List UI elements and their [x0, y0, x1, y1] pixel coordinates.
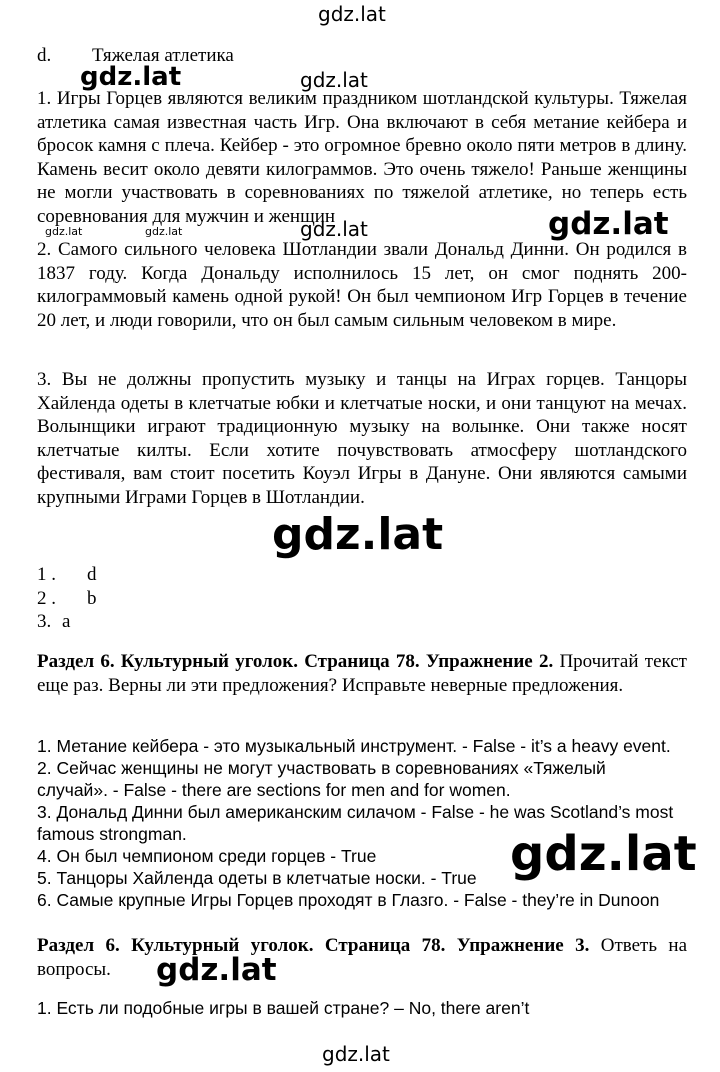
- exercise-2-heading: Раздел 6. Культурный уголок. Страница 78. Упражнение 2.: [37, 651, 554, 672]
- exercise-2-list: [37, 735, 685, 911]
- watermark: gdz.lat: [510, 826, 697, 882]
- watermark: gdz.lat: [300, 68, 368, 92]
- answer-item: [37, 563, 97, 587]
- exercise-2-item: 6. Самые крупные Игры Горцев проходят в Глазго. - False - they’re in Dunoon: [37, 890, 660, 910]
- exercise-3-item: 1. Есть ли подобные игры в вашей стране? – No, there aren’t: [37, 998, 530, 1018]
- paragraph-1: 1. Игры Горцев являются великим праздником шотландской культуры. Тяжелая атлетика самая известная часть Игр. Она включают в себя метание кейбера и бросок камня с плеча. Кейбер - это огромное бревно около пяти метров в длину. Камень весит около девяти килограммов. Это очень тяжело! Раньше женщины не могли участвовать в соревнованиях по тяжелой атлетике, но теперь есть соревнования для мужчин и женщин: [37, 88, 687, 227]
- paragraph-3: 3. Вы не должны пропустить музыку и танцы на Играх горцев. Танцоры Хайленда одеты в клетчатые юбки и клетчатые носки, и они танцуют на мечах. Волынщики играют традиционную музыку на волынке. Они также носят клетчатые килты. Если хотите почувствовать атмосферу шотландского фестиваля, вам стоит посетить Коуэл Игры в Дануне. Они являются самыми крупными Играми Горцев в Шотландии.: [37, 369, 687, 508]
- answer-number: 1 .: [37, 564, 56, 585]
- watermark: gdz.lat: [272, 509, 444, 560]
- watermark: gdz.lat: [80, 62, 182, 92]
- answer-value: b: [87, 587, 97, 609]
- exercise-3-list: [37, 997, 685, 1019]
- watermark: gdz.lat: [156, 952, 277, 988]
- answer-number: 2 .: [37, 587, 56, 609]
- watermark: gdz.lat: [145, 225, 183, 238]
- answer-number: 3.: [37, 611, 52, 632]
- exercise-2-item: 1. Метание кейбера - это музыкальный инструмент. - False - it’s a heavy event.: [37, 736, 671, 756]
- watermark: gdz.lat: [318, 2, 386, 26]
- answer-item: [37, 610, 97, 634]
- watermark: gdz.lat: [548, 206, 669, 242]
- section-d-letter: d.: [37, 45, 52, 66]
- exercise-2-item: 5. Танцоры Хайленда одеты в клетчатые носки. - True: [37, 868, 477, 888]
- exercise-3-header: [37, 934, 687, 981]
- answer-value: a: [62, 611, 71, 632]
- answer-value: d: [87, 564, 97, 585]
- section-d-title: Тяжелая атлетика: [92, 45, 234, 66]
- exercise-2-header: [37, 650, 687, 697]
- paragraph-2: 2. Самого сильного человека Шотландии звали Дональд Динни. Он родился в 1837 году. Когда Дональду исполнилось 15 лет, он смог поднять 200-килограммовый камень одной рукой! Он был чемпионом Игр Горцев в течение 20 лет, и люди говорили, что он был самым сильным человеком в мире.: [37, 239, 687, 331]
- exercise-2-item: 4. Он был чемпионом среди горцев - True: [37, 846, 377, 866]
- exercise-3-heading: Раздел 6. Культурный уголок. Страница 78. Упражнение 3.: [37, 935, 590, 956]
- exercise-2-instruction: Прочитай текст еще раз. Верны ли эти предложения? Исправьте неверные предложения.: [37, 651, 687, 696]
- exercise-2-item: 3. Дональд Динни был американским силачом - False - he was Scotland’s most famous strongman.: [37, 802, 674, 844]
- watermark: gdz.lat: [300, 217, 368, 241]
- watermark: gdz.lat: [45, 225, 83, 238]
- answers-list: [37, 563, 97, 634]
- exercise-2-item: 2. Сейчас женщины не могут участвовать в соревнованиях «Тяжелый случай». - False - there are sections for men and for women.: [37, 758, 606, 800]
- exercise-3-instruction: Ответь на вопросы.: [37, 935, 688, 980]
- answer-item: [37, 587, 97, 611]
- watermark: gdz.lat: [322, 1042, 390, 1066]
